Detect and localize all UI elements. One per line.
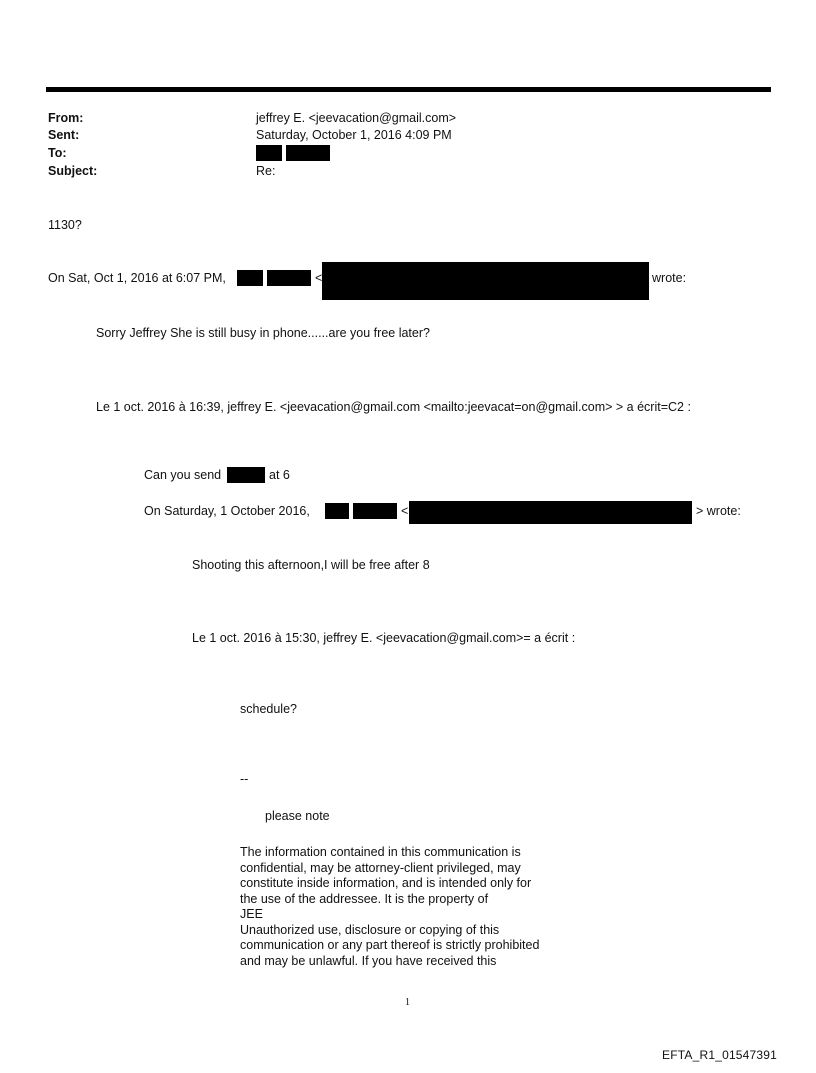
quote-4: Le 1 oct. 2016 à 15:30, jeffrey E. <jeevacation@gmail.com>= a écrit : <box>192 631 576 645</box>
disclaimer-line: JEE <box>240 907 263 921</box>
from-value: jeffrey E. <jeevacation@gmail.com> <box>256 111 457 125</box>
subject-label: Subject: <box>48 164 98 178</box>
redaction-q3-1 <box>325 503 349 519</box>
from-label: From: <box>48 111 84 125</box>
disclaimer-line: and may be unlawful. If you have received this <box>240 953 497 968</box>
signature-dash: -- <box>240 772 249 786</box>
sent-label: Sent: <box>48 128 80 142</box>
quote3-prefix: On Saturday, 1 October 2016, <box>144 504 310 518</box>
disclaimer <box>240 845 539 969</box>
redaction-q1-2 <box>267 270 311 286</box>
redaction-msg2 <box>227 467 265 483</box>
redaction-to-2 <box>286 145 330 161</box>
quote1-prefix: On Sat, Oct 1, 2016 at 6:07 PM, <box>48 271 226 285</box>
subject-value: Re: <box>256 164 276 178</box>
disclaimer-line: communication or any part thereof is strictly prohibited <box>240 938 540 952</box>
message-2-prefix: Can you send <box>144 468 222 482</box>
document-id: EFTA_R1_01547391 <box>662 1048 778 1062</box>
disclaimer-line: The information contained in this communication is <box>240 845 521 859</box>
quote3-suffix: > wrote: <box>696 504 741 518</box>
quote1-lt: < <box>315 271 323 285</box>
message-2-suffix: at 6 <box>269 468 290 482</box>
reply-text: 1130? <box>48 218 82 232</box>
page-number: 1 <box>405 997 410 1008</box>
quote1-suffix: wrote: <box>652 271 687 285</box>
please-note: please note <box>265 809 330 823</box>
redaction-q3-2 <box>353 503 397 519</box>
quote3-lt: < <box>401 504 409 518</box>
quote-2: Le 1 oct. 2016 à 16:39, jeffrey E. <jeevacation@gmail.com <mailto:jeevacat=on@gmail.com> > a écrit=C2 : <box>96 400 691 414</box>
header-rule <box>46 87 771 92</box>
disclaimer-line: Unauthorized use, disclosure or copying of this <box>240 922 500 937</box>
message-1: Sorry Jeffrey She is still busy in phone......are you free later? <box>96 326 430 340</box>
disclaimer-line: confidential, may be attorney-client privileged, may <box>240 860 521 875</box>
message-4: schedule? <box>240 702 297 716</box>
redaction-to-1 <box>256 145 282 161</box>
to-label: To: <box>48 146 67 160</box>
redaction-q1-email <box>322 262 649 300</box>
message-3: Shooting this afternoon,I will be free after 8 <box>192 558 430 572</box>
redaction-q1-1 <box>237 270 263 286</box>
disclaimer-line: constitute inside information, and is intended only for <box>240 876 532 890</box>
disclaimer-line: the use of the addressee. It is the property of <box>240 891 489 906</box>
redaction-q3-email <box>409 501 692 524</box>
sent-value: Saturday, October 1, 2016 4:09 PM <box>256 128 452 142</box>
